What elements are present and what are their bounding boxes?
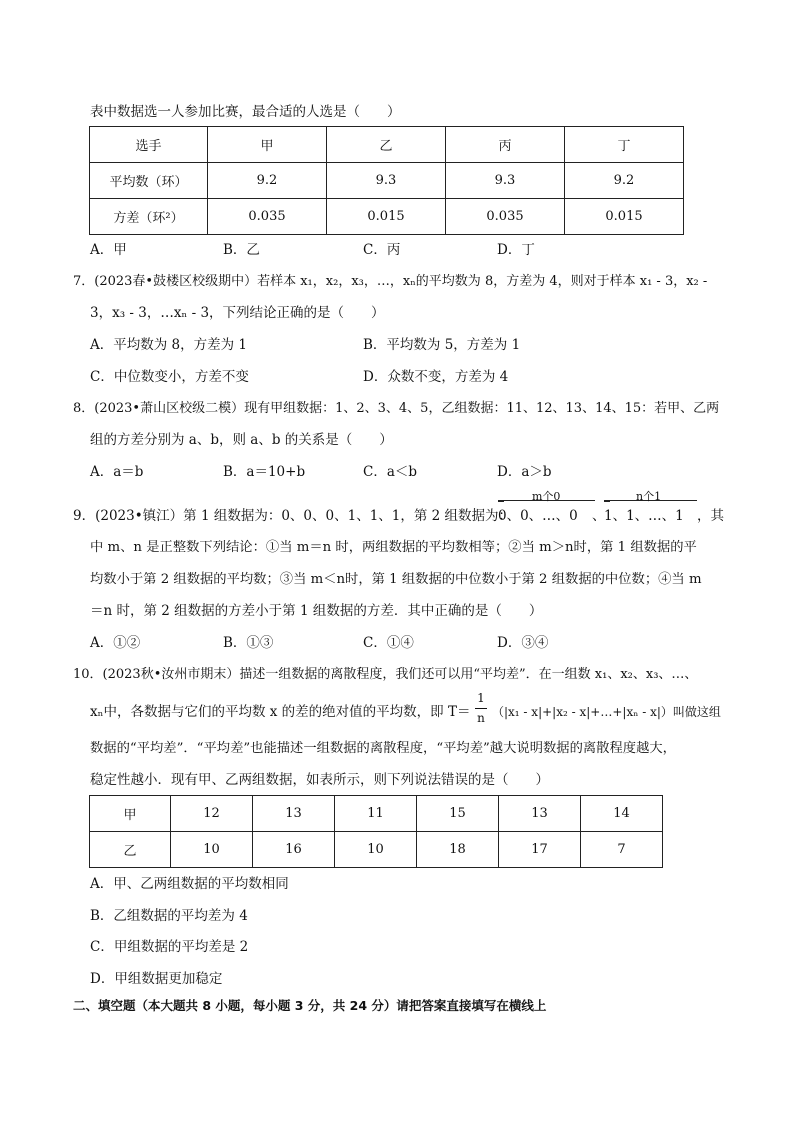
q9-stem-line1-suffix: ，其 bbox=[697, 508, 724, 524]
table-cell: 0.035 bbox=[208, 199, 327, 235]
q8-stem-line2: 组的方差分别为 a、b，则 a、b 的关系是（ ） bbox=[90, 432, 393, 448]
table-cell: 13 bbox=[499, 796, 581, 832]
table-cell: 平均数（环） bbox=[90, 163, 208, 199]
q8-option-d[interactable]: D．a＞b bbox=[497, 464, 552, 480]
table-cell: 甲 bbox=[90, 796, 171, 832]
q9-brace-label-m: m个0 bbox=[532, 490, 561, 503]
q7-option-b[interactable]: B．平均数为 5，方差为 1 bbox=[363, 337, 521, 353]
q10-table bbox=[89, 795, 663, 868]
table-cell: 0.015 bbox=[327, 199, 446, 235]
q9-stem-line4: ＝n 时，第 2 组数据的方差小于第 1 组数据的方差．其中正确的是（ ） bbox=[90, 603, 543, 619]
q6-option-b[interactable]: B．乙 bbox=[223, 242, 260, 258]
section-heading: 二、填空题（本大题共 8 小题，每小题 3 分，共 24 分）请把答案直接填写在横线上 bbox=[73, 998, 547, 1013]
q9-option-d[interactable]: D．③④ bbox=[497, 635, 549, 651]
table-cell: 丁 bbox=[565, 127, 684, 163]
q10-option-d[interactable]: D．甲组数据更加稳定 bbox=[90, 971, 223, 987]
table-row bbox=[90, 199, 684, 235]
table-cell: 11 bbox=[335, 796, 417, 832]
table-cell: 0.015 bbox=[565, 199, 684, 235]
q7-stem-line2: 3，x₃ - 3，…xₙ - 3，下列结论正确的是（ ） bbox=[90, 305, 385, 321]
table-cell: 9.3 bbox=[446, 163, 565, 199]
q8-option-a[interactable]: A．a＝b bbox=[90, 464, 144, 480]
q9-option-b[interactable]: B．①③ bbox=[223, 635, 274, 651]
table-cell: 乙 bbox=[327, 127, 446, 163]
q6-option-c[interactable]: C．丙 bbox=[363, 242, 401, 258]
q10-stem-line1: 10．(2023秋•汝州市期末）描述一组数据的离散程度，我们还可以用“平均差”．在一组数 x₁、x₂、x₃、…、 bbox=[73, 667, 698, 682]
table-cell: 选手 bbox=[90, 127, 208, 163]
q7-option-d[interactable]: D．众数不变，方差为 4 bbox=[363, 369, 509, 385]
table-cell: 9.2 bbox=[565, 163, 684, 199]
q9-brace-label-n: n个1 bbox=[636, 490, 662, 503]
table-cell: 9.3 bbox=[327, 163, 446, 199]
table-cell: 18 bbox=[417, 832, 499, 868]
q8-option-c[interactable]: C．a＜b bbox=[363, 464, 418, 480]
table-cell: 0.035 bbox=[446, 199, 565, 235]
table-row bbox=[90, 832, 663, 868]
q10-option-c[interactable]: C．甲组数据的平均差是 2 bbox=[90, 939, 249, 955]
q6-option-d[interactable]: D．丁 bbox=[497, 242, 535, 258]
table-cell: 17 bbox=[499, 832, 581, 868]
q9-option-c[interactable]: C．①④ bbox=[363, 635, 414, 651]
q10-option-b[interactable]: B．乙组数据的平均差为 4 bbox=[90, 908, 248, 924]
table-row bbox=[90, 796, 663, 832]
q9-separator: 、 bbox=[592, 508, 606, 524]
q6-option-a[interactable]: A．甲 bbox=[90, 242, 127, 258]
q10-stem-line2-suffix: （|x₁ - x|+|x₂ - x|+…+|xₙ - x|）叫做这组 bbox=[492, 705, 721, 719]
q6-table-header-row bbox=[90, 127, 684, 163]
table-row bbox=[90, 163, 684, 199]
q9-group2: 1、1、…、1 bbox=[604, 508, 684, 524]
table-cell: 10 bbox=[171, 832, 253, 868]
table-cell: 9.2 bbox=[208, 163, 327, 199]
table-cell: 乙 bbox=[90, 832, 171, 868]
q9-stem-line3: 均数小于第 2 组数据的平均数；③当 m＜n时，第 1 组数据的中位数小于第 2 组数据的中位数；④当 m bbox=[90, 572, 702, 587]
q7-option-a[interactable]: A．平均数为 8，方差为 1 bbox=[90, 337, 248, 353]
table-cell: 14 bbox=[581, 796, 663, 832]
q10-stem-line3: 数据的“平均差”．“平均差”也能描述一组数据的离散程度，“平均差”越大说明数据的离散程度越大， bbox=[90, 741, 676, 756]
q10-fraction-denominator: n bbox=[477, 711, 485, 725]
table-cell: 13 bbox=[253, 796, 335, 832]
q10-stem-line2-prefix: xₙ中，各数据与它们的平均数 x 的差的绝对值的平均数，即 T＝ bbox=[90, 704, 471, 720]
q9-stem-line2: 中 m、n 是正整数下列结论：①当 m＝n 时，两组数据的平均数相等；②当 m＞n时，第 1 组数据的平 bbox=[90, 540, 697, 555]
q10-stem-line4: 稳定性越小．现有甲、乙两组数据，如表所示，则下列说法错误的是（ ） bbox=[90, 772, 549, 788]
q10-option-a[interactable]: A．甲、乙两组数据的平均数相同 bbox=[90, 876, 289, 892]
q10-fraction-numerator: 1 bbox=[477, 691, 485, 705]
table-cell: 7 bbox=[581, 832, 663, 868]
table-cell: 12 bbox=[171, 796, 253, 832]
q6-stem-tail: 表中数据选一人参加比赛，最合适的人选是（ ） bbox=[90, 104, 401, 120]
table-cell: 甲 bbox=[208, 127, 327, 163]
q7-option-c[interactable]: C．中位数变小，方差不变 bbox=[90, 369, 249, 385]
q10-fraction-bar bbox=[475, 708, 487, 709]
q9-stem-line1-prefix: 9．(2023•镇江）第 1 组数据为：0、0、0、1、1、1，第 2 组数据为： bbox=[73, 508, 513, 524]
table-cell: 丙 bbox=[446, 127, 565, 163]
q8-stem-line1: 8．(2023•萧山区校级二模）现有甲组数据：1、2、3、4、5，乙组数据：11、12、13、14、15：若甲、乙两 bbox=[73, 401, 720, 416]
table-cell: 15 bbox=[417, 796, 499, 832]
q9-group1: 0、0、…、0 bbox=[498, 508, 578, 524]
q8-option-b[interactable]: B．a＝10+b bbox=[223, 464, 306, 480]
table-cell: 方差（环²） bbox=[90, 199, 208, 235]
q6-table bbox=[89, 126, 684, 235]
table-cell: 10 bbox=[335, 832, 417, 868]
q9-option-a[interactable]: A．①② bbox=[90, 635, 141, 651]
q7-stem-line1: 7．(2023春•鼓楼区校级期中）若样本 x₁，x₂，x₃，…，xₙ的平均数为 8，方差为 4，则对于样本 x₁ - 3，x₂ - bbox=[73, 274, 708, 289]
table-cell: 16 bbox=[253, 832, 335, 868]
